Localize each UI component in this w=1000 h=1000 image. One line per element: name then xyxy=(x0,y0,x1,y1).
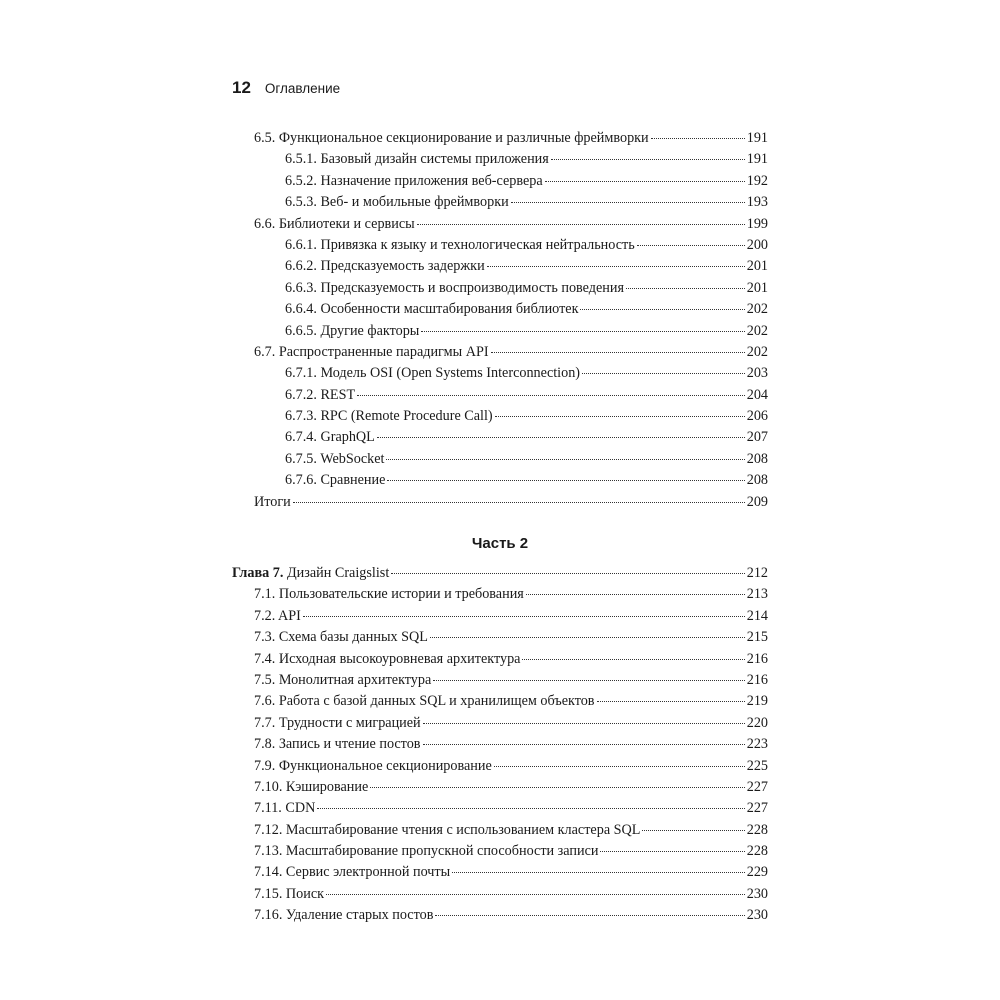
toc-entry-label: 7.1. Пользовательские истории и требования xyxy=(254,586,524,603)
toc-entry[interactable] xyxy=(232,864,768,885)
toc-entry[interactable] xyxy=(232,736,768,757)
toc-entry-label: Итоги xyxy=(254,493,291,510)
toc-entry-label: 6.7.2. REST xyxy=(285,386,356,403)
toc-entry-label: 7.10. Кэширование xyxy=(254,778,369,795)
toc-entry-page: 203 xyxy=(746,365,768,382)
toc-entry-label: 6.6.5. Другие факторы xyxy=(285,322,420,339)
toc-entry-page: 202 xyxy=(746,343,768,360)
dot-leader xyxy=(491,352,745,353)
toc-entry-label: 7.2. API xyxy=(254,607,301,624)
dot-leader xyxy=(370,787,744,788)
toc-entry[interactable] xyxy=(232,130,768,151)
toc-entry-label: 6.7. Распространенные парадигмы API xyxy=(254,343,489,360)
dot-leader xyxy=(433,680,744,681)
dot-leader xyxy=(435,915,744,916)
dot-leader xyxy=(417,224,745,225)
dot-leader xyxy=(423,744,745,745)
toc-entry[interactable] xyxy=(232,629,768,650)
toc-entry-page: 191 xyxy=(746,151,768,168)
toc-entry-page: 193 xyxy=(746,194,768,211)
toc-entry[interactable] xyxy=(232,472,768,493)
toc-entry[interactable] xyxy=(232,672,768,693)
dot-leader xyxy=(452,872,745,873)
dot-leader xyxy=(357,395,745,396)
dot-leader xyxy=(511,202,745,203)
toc-entry-page: 223 xyxy=(746,736,768,753)
toc-entry-label: 7.9. Функциональное секционирование xyxy=(254,757,492,774)
toc-entry-page: 209 xyxy=(746,493,768,510)
toc-entry[interactable] xyxy=(232,365,768,386)
toc-entry[interactable] xyxy=(232,451,768,472)
part-title: Часть 2 xyxy=(471,535,529,552)
dot-leader xyxy=(387,480,744,481)
toc-entry[interactable] xyxy=(232,758,768,779)
toc-entry-label: 7.3. Схема базы данных SQL xyxy=(254,629,428,646)
toc-entry-label: 6.6.1. Привязка к языку и технологическая нейтральность xyxy=(285,236,635,253)
toc-entry-page: 214 xyxy=(746,607,768,624)
toc-entry-page: 219 xyxy=(746,693,768,710)
toc-entry-page: 202 xyxy=(746,322,768,339)
toc-entry-page: 208 xyxy=(746,472,768,489)
toc-entry[interactable] xyxy=(232,608,768,629)
dot-leader xyxy=(386,459,744,460)
toc-entry-page: 227 xyxy=(746,778,768,795)
toc-entry-label: 7.11. CDN xyxy=(254,800,316,817)
toc-entry-label: 6.5.2. Назначение приложения веб-сервера xyxy=(285,172,543,189)
toc-entry[interactable] xyxy=(232,651,768,672)
toc-entry-label: 7.15. Поиск xyxy=(254,885,325,902)
toc-entry-label: 7.13. Масштабирование пропускной способности записи xyxy=(254,843,599,860)
toc-entry-page: 199 xyxy=(746,215,768,232)
toc-entry-label: 6.6.3. Предсказуемость и воспроизводимость поведения xyxy=(285,279,624,296)
toc-entry[interactable] xyxy=(232,216,768,237)
running-title: Оглавление xyxy=(264,81,341,96)
toc-entry-label: 6.7.3. RPC (Remote Procedure Call) xyxy=(285,408,493,425)
toc-entry[interactable] xyxy=(232,237,768,258)
toc-entry-label: 7.8. Запись и чтение постов xyxy=(254,736,421,753)
toc-entry-label: 7.7. Трудности с миграцией xyxy=(254,714,421,731)
toc-entry[interactable] xyxy=(232,323,768,344)
dot-leader xyxy=(522,659,744,660)
page-number: 12 xyxy=(232,78,251,97)
dot-leader xyxy=(551,159,745,160)
toc-entry-page: 192 xyxy=(746,172,768,189)
toc-entry[interactable] xyxy=(232,280,768,301)
dot-leader xyxy=(421,331,744,332)
chapter-title: Дизайн Craigslist xyxy=(286,565,390,581)
dot-leader xyxy=(526,594,745,595)
toc-entry-label: 7.6. Работа с базой данных SQL и хранилищем объектов xyxy=(254,693,595,710)
dot-leader xyxy=(423,723,745,724)
toc-entry[interactable] xyxy=(232,693,768,714)
dot-leader xyxy=(303,616,745,617)
toc-entry[interactable] xyxy=(232,151,768,172)
toc-entry-label: 7.16. Удаление старых постов xyxy=(254,907,434,924)
toc-entry-page: 230 xyxy=(746,885,768,902)
dot-leader xyxy=(626,288,745,289)
chapter-prefix: Глава 7. xyxy=(232,565,284,581)
toc-entry[interactable] xyxy=(232,779,768,800)
toc-entry-page: 227 xyxy=(746,800,768,817)
toc-entry-page: 201 xyxy=(746,279,768,296)
toc-entry[interactable] xyxy=(232,586,768,607)
toc-entry-page: 213 xyxy=(746,586,768,603)
toc-entry-page: 202 xyxy=(746,301,768,318)
dot-leader xyxy=(377,437,745,438)
toc-entry[interactable] xyxy=(232,258,768,279)
toc-entry-label: 7.12. Масштабирование чтения с использованием кластера SQL xyxy=(254,821,641,838)
toc-section-chapter-7 xyxy=(232,565,768,929)
toc-entry-label: 6.5. Функциональное секционирование и различные фреймворки xyxy=(254,130,649,146)
toc-entry-label: 6.7.5. WebSocket xyxy=(285,450,385,467)
toc-entry-label: 6.5.3. Веб- и мобильные фреймворки xyxy=(285,194,509,211)
toc-entry-page: 200 xyxy=(746,236,768,253)
toc-entry-label: 6.6.4. Особенности масштабирования библиотек xyxy=(285,301,579,318)
toc-entry[interactable] xyxy=(232,387,768,408)
toc-entry-label: 7.4. Исходная высокоуровневая архитектура xyxy=(254,650,521,667)
dot-leader xyxy=(293,502,745,503)
toc-entry-page: 228 xyxy=(746,821,768,838)
toc-entry-label: 6.5.1. Базовый дизайн системы приложения xyxy=(285,151,549,168)
toc-entry-label: 7.14. Сервис электронной почты xyxy=(254,864,451,881)
dot-leader xyxy=(494,766,745,767)
toc-entry-page: 204 xyxy=(746,386,768,403)
toc-entry-page: 191 xyxy=(746,130,768,146)
toc-entry-page: 216 xyxy=(746,671,768,688)
dot-leader xyxy=(642,830,744,831)
dot-leader xyxy=(651,138,745,139)
toc-entry[interactable] xyxy=(232,408,768,429)
running-header xyxy=(232,78,340,98)
toc-entry-page: 215 xyxy=(746,629,768,646)
dot-leader xyxy=(597,701,745,702)
toc-entry[interactable] xyxy=(232,301,768,322)
toc-entry-page: 225 xyxy=(746,757,768,774)
dot-leader xyxy=(317,808,744,809)
dot-leader xyxy=(391,573,744,574)
toc-entry-page: 216 xyxy=(746,650,768,667)
toc-entry-label xyxy=(232,565,389,582)
dot-leader xyxy=(600,851,744,852)
toc-entry[interactable] xyxy=(232,886,768,907)
toc-entry-page: 206 xyxy=(746,408,768,425)
dot-leader xyxy=(487,266,745,267)
toc-entry[interactable] xyxy=(232,715,768,736)
toc-entry-page: 207 xyxy=(746,429,768,446)
toc-entry[interactable] xyxy=(232,843,768,864)
toc-entry[interactable] xyxy=(232,800,768,821)
toc-entry-page: 229 xyxy=(746,864,768,881)
toc-entry[interactable] xyxy=(232,344,768,365)
toc-entry-page: 212 xyxy=(746,565,768,581)
dot-leader xyxy=(326,894,745,895)
toc-entry-label: 6.7.1. Модель OSI (Open Systems Interconnection) xyxy=(285,365,581,382)
toc-entry-label: 6.6.2. Предсказуемость задержки xyxy=(285,258,485,275)
toc-entry-page: 230 xyxy=(746,907,768,924)
dot-leader xyxy=(582,373,745,374)
toc-entry[interactable] xyxy=(232,429,768,450)
toc-entry-page: 220 xyxy=(746,714,768,731)
toc-chapter-entry[interactable] xyxy=(232,565,768,586)
dot-leader xyxy=(495,416,745,417)
dot-leader xyxy=(545,181,745,182)
toc-entry-page: 208 xyxy=(746,450,768,467)
toc-entry[interactable] xyxy=(232,194,768,215)
toc-entry[interactable] xyxy=(232,907,768,928)
dot-leader xyxy=(637,245,745,246)
toc-entry[interactable] xyxy=(232,822,768,843)
dot-leader xyxy=(430,637,745,638)
toc-entry-page: 228 xyxy=(746,843,768,860)
toc-entry-page: 201 xyxy=(746,258,768,275)
toc-entry-label: 6.7.4. GraphQL xyxy=(285,429,375,446)
toc-entry-label: 6.6. Библиотеки и сервисы xyxy=(254,215,415,232)
toc-entry-label: 7.5. Монолитная архитектура xyxy=(254,671,432,688)
dot-leader xyxy=(580,309,744,310)
toc-entry[interactable] xyxy=(232,173,768,194)
toc-entry-label: 6.7.6. Сравнение xyxy=(285,472,386,489)
toc-section-chapter-6 xyxy=(232,130,768,515)
toc-entry[interactable] xyxy=(232,494,768,515)
